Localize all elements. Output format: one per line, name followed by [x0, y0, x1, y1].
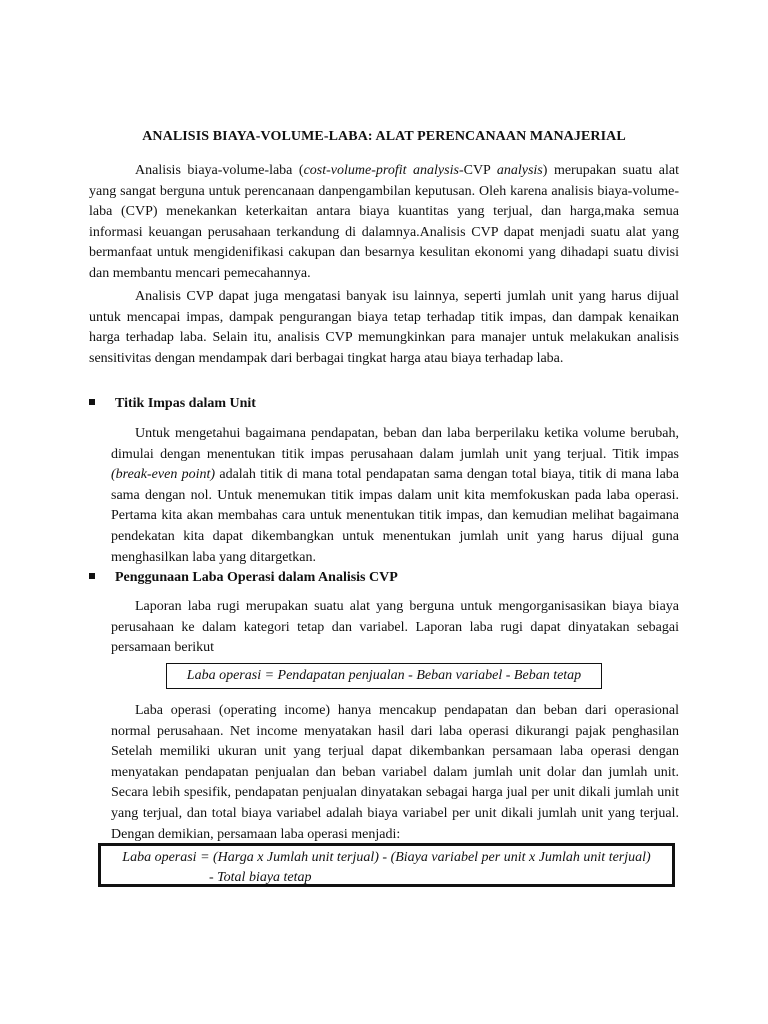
section1-italic: (break-even point) — [111, 467, 216, 483]
formula-box-laba-operasi: Laba operasi = Pendapatan penjualan - Beban variabel - Beban tetap — [166, 663, 602, 689]
section1-paragraph — [111, 424, 679, 568]
intro-p1-text-c: ) merupakan suatu alat yang sangat berguna untuk perencanaan danpengambilan keputusan. Oleh karena analisis biaya-volume-laba (CVP) menekankan keterkaitan antara biaya kuantitas yang terjual, dan harga,maka semua informasi keuangan perusahaan terkandung di dalamnya.Analisis CVP dapat menjadi suatu alat yang bermanfaat untuk mengidenifikasi cakupan dan besarnya kesulitan ekonomi yang dihadapi suatu divisi dan membantu mencari pemecahannya. — [89, 163, 679, 281]
intro-p1-italic-2: analysis — [496, 163, 543, 178]
formula2-line-2: - Total biaya tetap — [209, 870, 312, 885]
section-heading-titik-impas — [89, 394, 256, 415]
section1-text-a: Untuk mengetahui bagaimana pendapatan, beban dan laba berperilaku ketika volume berubah, dimulai dengan menentukan titik impas perusahaan dalam jumlah unit yang terjual. Titik impas — [111, 426, 679, 462]
intro-p1-italic-1: cost-volume-profit analysis — [303, 163, 459, 178]
section1-text-b: adalah titik di mana total pendapatan sama dengan total biaya, titik di mana laba sama dengan nol. Untuk menemukan titik impas dalam unit kita memfokuskan pada laba operasi. Pertama kita akan membahas cara untuk menentukan titik impas, dan kemudian melihat bagaimana pendekatan kita dapat dikembangkan untuk menentukan jumlah unit yang harus dijual guna menghasilkan laba yang ditargetkan. — [111, 467, 680, 565]
formula2-line-1: Laba operasi = (Harga x Jumlah unit terjual) - (Biaya variabel per unit x Jumlah unit terjual) — [122, 850, 651, 865]
bullet-square-icon — [89, 399, 95, 405]
bullet-square-icon — [89, 573, 95, 579]
intro-p1-text-a: Analisis biaya-volume-laba ( — [135, 163, 304, 178]
section-heading-laba-operasi — [89, 568, 398, 589]
intro-p1-text-b: -CVP — [458, 163, 497, 178]
intro-paragraph-2: Analisis CVP dapat juga mengatasi banyak isu lainnya, seperti jumlah unit yang harus dijual untuk mencapai impas, dampak pengurangan biaya tetap terhadap titik impas, dan dampak kenaikan harga terhadap laba. Selain itu, analisis CVP memungkinkan para manajer untuk melakukan analisis sensitivitas dengan mendampak dari berbagai tingkat harga atau biaya terhadap laba. — [89, 289, 679, 366]
section2-paragraph-2: Laba operasi (operating income) hanya mencakup pendapatan dan beban dari operasional normal perusahaan. Net income menyatakan hasil dari laba operasi dikurangi pajak penghasilan Setelah memiliki ukuran unit yang terjual dapat dikembankan persamaan laba operasi dengan menyatakan pendapatan penjualan dan beban variabel dalam jumlah unit dolar dan jumlah unit. Secara lebih spesifik, pendapatan penjualan dinyatakan sebagai harga jual per unit dikali jumlah unit yang terjual, dan total biaya variabel adalah biaya variabel per unit dikali jumlah unit yang terjual. Dengan demikian, persamaan laba operasi menjadi: — [111, 703, 679, 842]
section2-paragraph-1: Laporan laba rugi merupakan suatu alat yang berguna untuk mengorganisasikan biaya biaya perusahaan ke dalam kategori tetap dan variabel. Laporan laba rugi dapat dinyatakan sebagai persamaan berikut — [111, 599, 679, 656]
document-title: ANALISIS BIAYA-VOLUME-LABA: ALAT PERENCANAAN MANAJERIAL — [142, 129, 626, 144]
section1-heading-text: Titik Impas dalam Unit — [115, 396, 256, 411]
intro-paragraph-1 — [89, 161, 679, 285]
formula-box-laba-operasi-detail — [98, 843, 675, 887]
section2-heading-text: Penggunaan Laba Operasi dalam Analisis CVP — [115, 570, 398, 585]
